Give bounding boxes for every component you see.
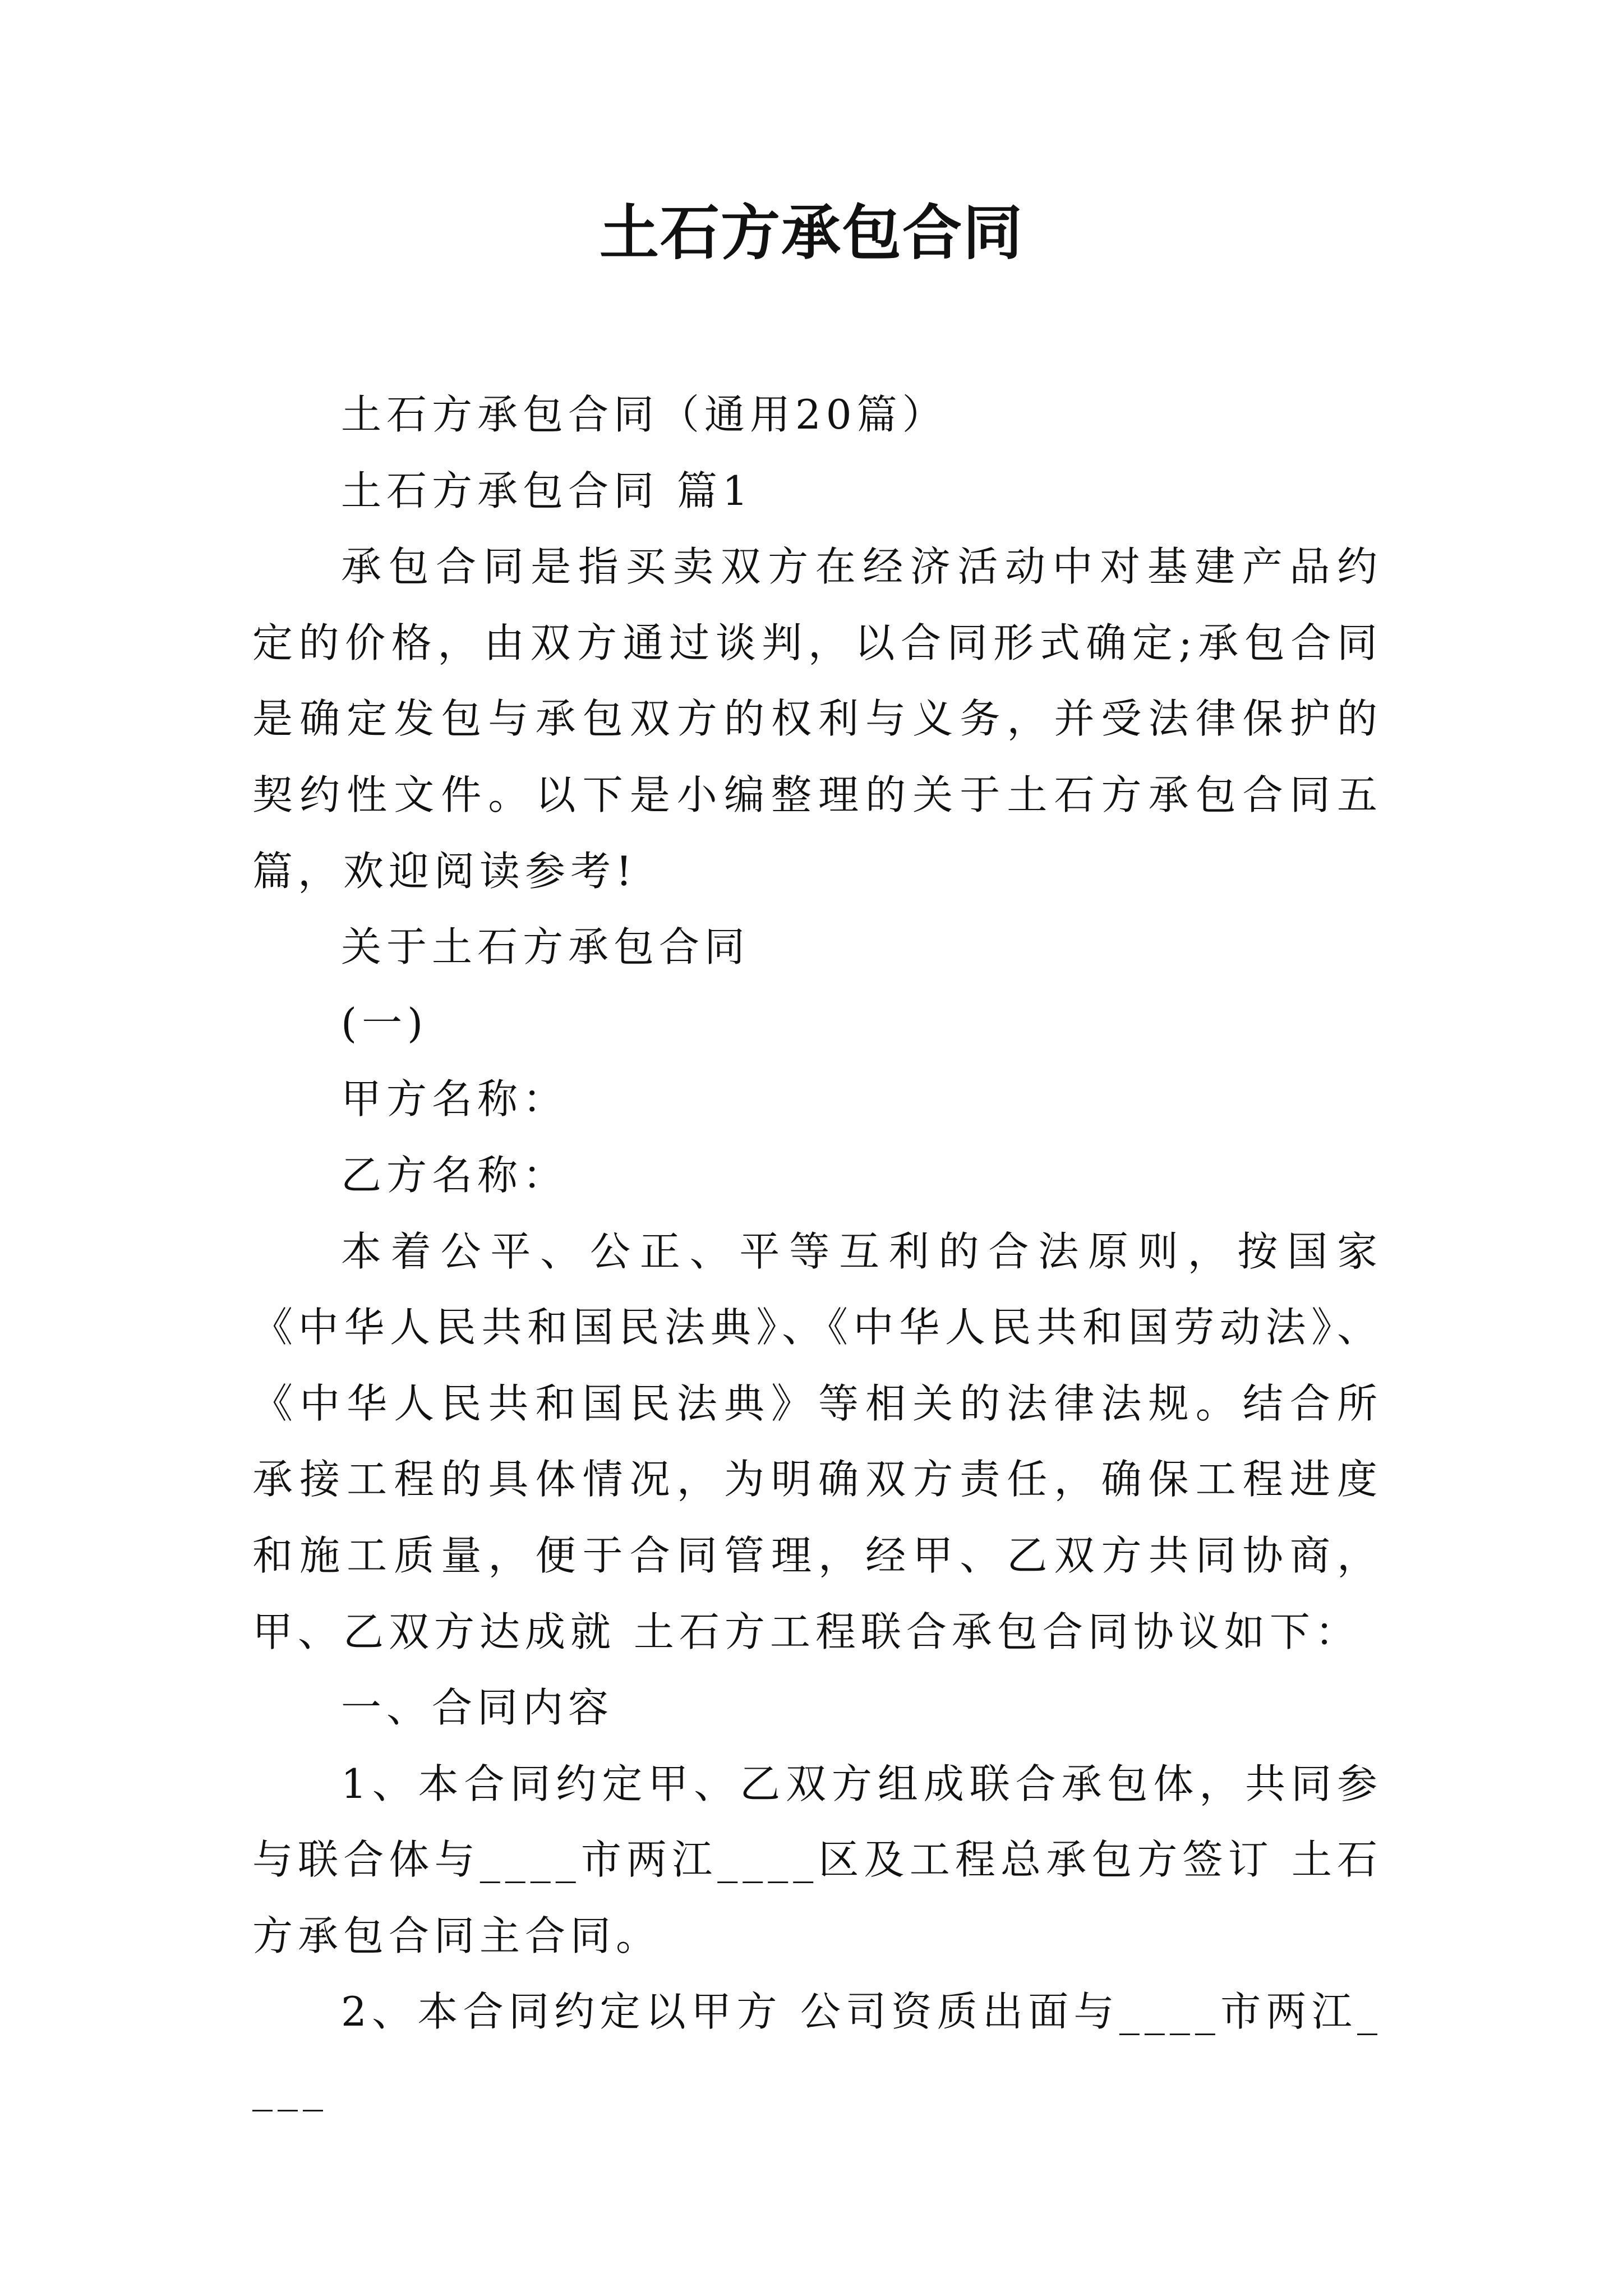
paragraph-preamble: 本着公平、公正、平等互利的合法原则，按国家《中华人民共和国民法典》、《中华人民共和国劳动法》、《中华人民共和国民法典》等相关的法律法规。结合所承接工程的具体情况，为明确双方责任，确保工程进度和施工质量，便于合同管理，经甲、乙双方共同协商，甲、乙双方达成就 土石方工程联合承包合同协议如下： (252, 1227, 1382, 1655)
paragraph-clause-heading: 一、合同内容 (341, 1684, 614, 1732)
paragraph-chapter-heading: 土石方承包合同 篇1 (341, 467, 753, 514)
paragraph-section-heading: 关于土石方承包合同 (341, 923, 750, 971)
document-body (252, 377, 1382, 2127)
paragraph-subtitle: 土石方承包合同（通用20篇） (341, 391, 948, 438)
paragraph-party-b: 乙方名称： (341, 1151, 569, 1199)
document-title: 土石方承包合同 (600, 197, 1023, 268)
paragraph-party-a: 甲方名称： (341, 1075, 569, 1123)
paragraph-clause-1: 1、本合同约定甲、乙双方组成联合承包体，共同参与联合体与____市两江____区及工程总承包方签订 土石方承包合同主合同。 (252, 1760, 1382, 1959)
paragraph-part-number: (一) (341, 999, 428, 1047)
paragraph-intro: 承包合同是指买卖双方在经济活动中对基建产品约定的价格，由双方通过谈判，以合同形式确定;承包合同是确定发包与承包双方的权利与义务，并受法律保护的契约性文件。以下是小编整理的关于土石方承包合同五篇，欢迎阅读参考! (252, 543, 1382, 895)
paragraph-clause-2: 2、本合同约定以甲方 公司资质出面与____市两江____ (252, 1988, 1382, 2112)
